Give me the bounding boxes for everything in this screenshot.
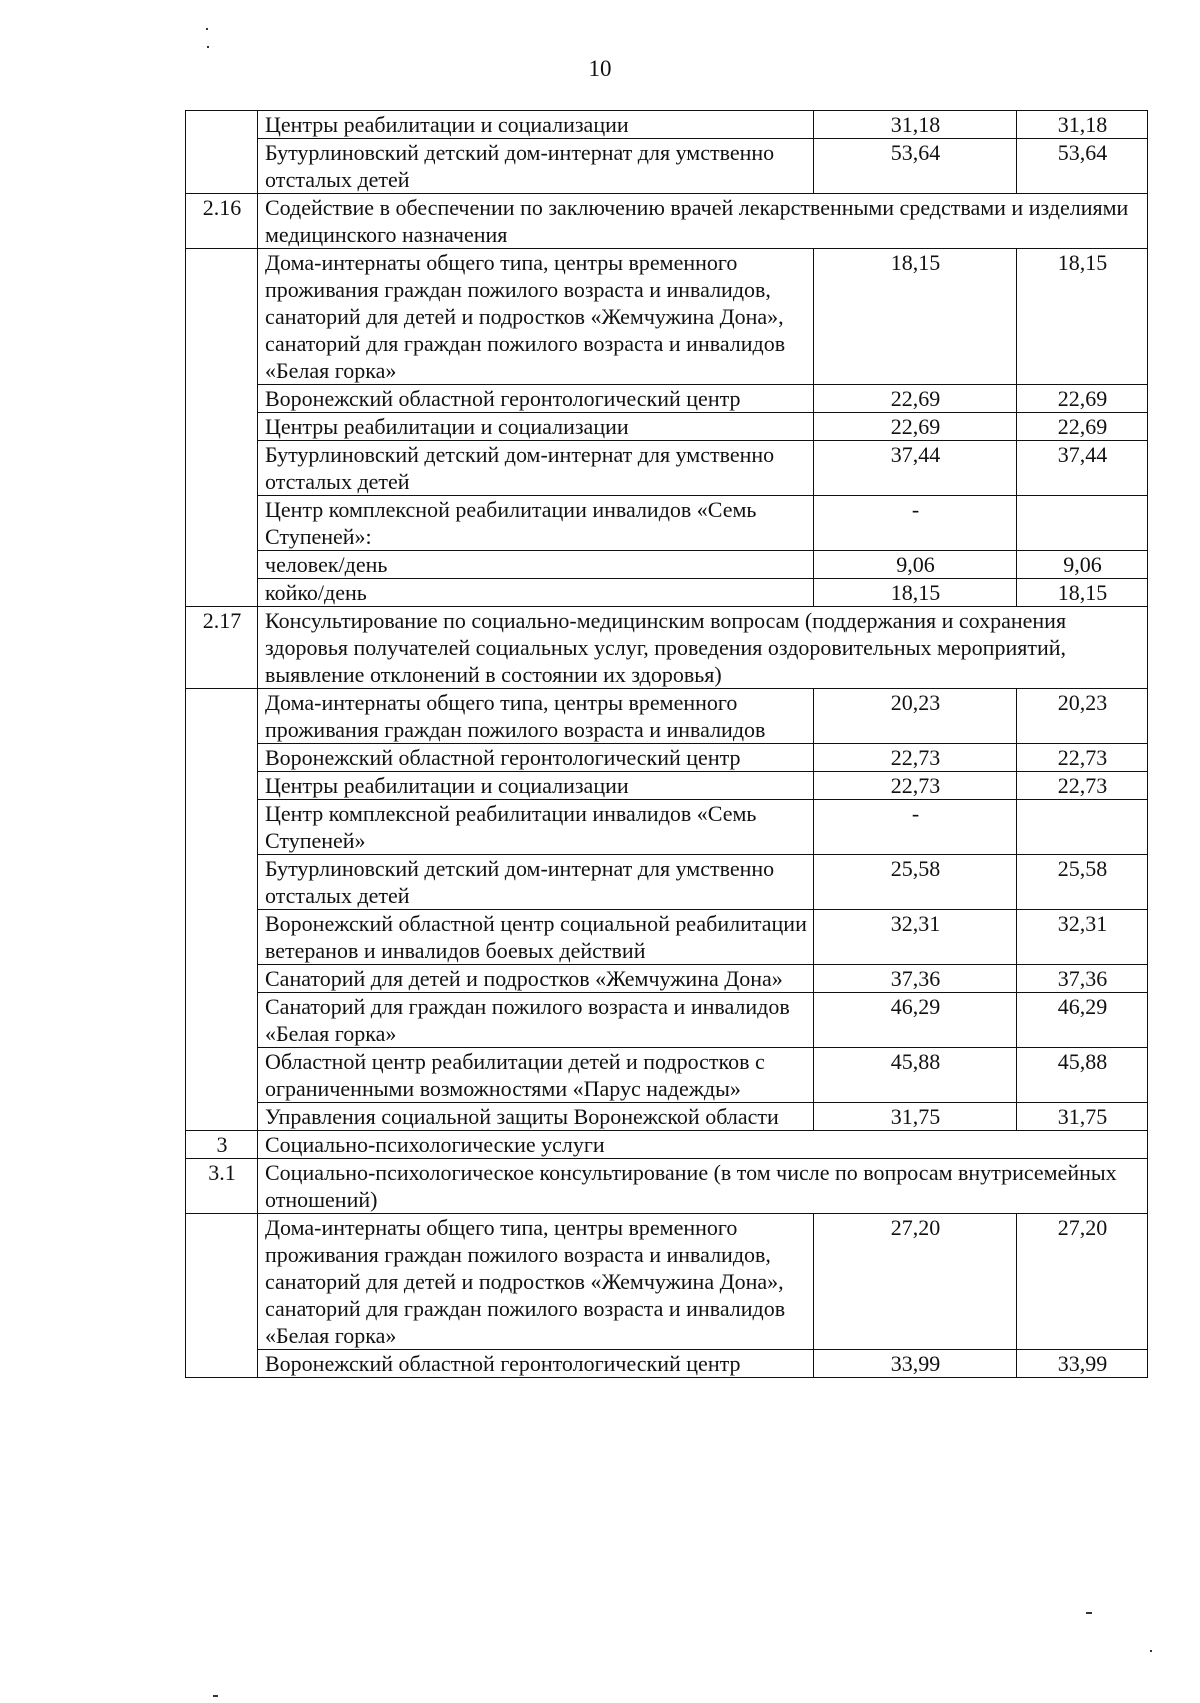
section-title: Социально-психологическое консультирование (в том числе по вопросам внутрисемейных отношений) bbox=[258, 1159, 1148, 1214]
section-title: Социально-психологические услуги bbox=[258, 1131, 1148, 1159]
value-cell-2: 22,73 bbox=[1017, 772, 1148, 800]
value-cell-2: 18,15 bbox=[1017, 579, 1148, 607]
value-cell-2: 22,73 bbox=[1017, 744, 1148, 772]
value-cell-1: 22,73 bbox=[814, 744, 1017, 772]
value-cell-2: 45,88 bbox=[1017, 1048, 1148, 1103]
table-row bbox=[186, 800, 1148, 855]
value-cell-2: 9,06 bbox=[1017, 551, 1148, 579]
table-row bbox=[186, 496, 1148, 551]
provider-name: койко/день bbox=[258, 579, 814, 607]
section-number: 2.16 bbox=[186, 194, 258, 249]
table-row bbox=[186, 385, 1148, 413]
provider-name: Воронежский областной геронтологический центр bbox=[258, 744, 814, 772]
table-row bbox=[186, 441, 1148, 496]
value-cell-2: 25,58 bbox=[1017, 855, 1148, 910]
row-number-cell bbox=[186, 249, 258, 607]
value-cell-1: - bbox=[814, 800, 1017, 855]
table-row bbox=[186, 139, 1148, 194]
value-cell-1: 31,75 bbox=[814, 1103, 1017, 1131]
row-number-cell bbox=[186, 111, 258, 194]
value-cell-2: 22,69 bbox=[1017, 385, 1148, 413]
section-title: Содействие в обеспечении по заключению врачей лекарственными средствами и изделиями медицинского назначения bbox=[258, 194, 1148, 249]
scan-speck bbox=[213, 1695, 218, 1697]
provider-name: человек/день bbox=[258, 551, 814, 579]
value-cell-1: 27,20 bbox=[814, 1214, 1017, 1350]
value-cell-1: 32,31 bbox=[814, 910, 1017, 965]
provider-name: Дома-интернаты общего типа, центры временного проживания граждан пожилого возраста и инвалидов, санаторий для детей и подростков «Жемчужина Дона», санаторий для граждан пожилого возраста и инвалидов «Белая горка» bbox=[258, 1214, 814, 1350]
value-cell-2: 33,99 bbox=[1017, 1350, 1148, 1378]
provider-name: Воронежский областной геронтологический центр bbox=[258, 1350, 814, 1378]
provider-name: Воронежский областной геронтологический центр bbox=[258, 385, 814, 413]
value-cell-1: 18,15 bbox=[814, 579, 1017, 607]
value-cell-1: 46,29 bbox=[814, 993, 1017, 1048]
page-number: 10 bbox=[588, 56, 612, 81]
value-cell-2: 27,20 bbox=[1017, 1214, 1148, 1350]
value-cell-2 bbox=[1017, 496, 1148, 551]
value-cell-1: 53,64 bbox=[814, 139, 1017, 194]
value-cell-1: 37,36 bbox=[814, 965, 1017, 993]
value-cell-1: 18,15 bbox=[814, 249, 1017, 385]
value-cell-2: 46,29 bbox=[1017, 993, 1148, 1048]
provider-name: Дома-интернаты общего типа, центры временного проживания граждан пожилого возраста и инвалидов, санаторий для детей и подростков «Жемчужина Дона», санаторий для граждан пожилого возраста и инвалидов «Белая горка» bbox=[258, 249, 814, 385]
value-cell-1: 20,23 bbox=[814, 689, 1017, 744]
value-cell-1: 22,69 bbox=[814, 385, 1017, 413]
provider-name: Санаторий для детей и подростков «Жемчужина Дона» bbox=[258, 965, 814, 993]
value-cell-1: - bbox=[814, 496, 1017, 551]
provider-name: Центры реабилитации и социализации bbox=[258, 111, 814, 139]
provider-name: Бутурлиновский детский дом-интернат для умственно отсталых детей bbox=[258, 855, 814, 910]
table-row bbox=[186, 910, 1148, 965]
table-row bbox=[186, 413, 1148, 441]
section-number: 3.1 bbox=[186, 1159, 258, 1214]
table-row bbox=[186, 855, 1148, 910]
row-number-cell bbox=[186, 1214, 258, 1378]
provider-name: Центр комплексной реабилитации инвалидов «Семь Ступеней» bbox=[258, 800, 814, 855]
row-number-cell bbox=[186, 689, 258, 1131]
scan-speck bbox=[206, 28, 208, 30]
section-number: 2.17 bbox=[186, 607, 258, 689]
provider-name: Дома-интернаты общего типа, центры временного проживания граждан пожилого возраста и инвалидов bbox=[258, 689, 814, 744]
table-row bbox=[186, 993, 1148, 1048]
value-cell-1: 9,06 bbox=[814, 551, 1017, 579]
table-row bbox=[186, 111, 1148, 139]
provider-name: Бутурлиновский детский дом-интернат для умственно отсталых детей bbox=[258, 441, 814, 496]
value-cell-1: 22,73 bbox=[814, 772, 1017, 800]
section-row bbox=[186, 607, 1148, 689]
table-row bbox=[186, 965, 1148, 993]
value-cell-1: 31,18 bbox=[814, 111, 1017, 139]
table-row bbox=[186, 772, 1148, 800]
provider-name: Управления социальной защиты Воронежской области bbox=[258, 1103, 814, 1131]
scan-speck bbox=[207, 46, 209, 48]
value-cell-2 bbox=[1017, 800, 1148, 855]
scan-speck bbox=[1150, 1650, 1152, 1652]
table-row bbox=[186, 1103, 1148, 1131]
section-row bbox=[186, 1131, 1148, 1159]
section-number: 3 bbox=[186, 1131, 258, 1159]
value-cell-1: 33,99 bbox=[814, 1350, 1017, 1378]
table-row bbox=[186, 1350, 1148, 1378]
table-row bbox=[186, 551, 1148, 579]
provider-name: Областной центр реабилитации детей и подростков с ограниченными возможностями «Парус надежды» bbox=[258, 1048, 814, 1103]
value-cell-1: 22,69 bbox=[814, 413, 1017, 441]
value-cell-2: 53,64 bbox=[1017, 139, 1148, 194]
value-cell-1: 25,58 bbox=[814, 855, 1017, 910]
section-row bbox=[186, 1159, 1148, 1214]
value-cell-1: 37,44 bbox=[814, 441, 1017, 496]
tariff-table bbox=[185, 110, 1148, 1378]
value-cell-2: 22,69 bbox=[1017, 413, 1148, 441]
value-cell-2: 37,36 bbox=[1017, 965, 1148, 993]
provider-name: Воронежский областной центр социальной реабилитации ветеранов и инвалидов боевых действий bbox=[258, 910, 814, 965]
value-cell-2: 31,18 bbox=[1017, 111, 1148, 139]
provider-name: Центры реабилитации и социализации bbox=[258, 772, 814, 800]
value-cell-2: 32,31 bbox=[1017, 910, 1148, 965]
table-row bbox=[186, 744, 1148, 772]
section-title: Консультирование по социально-медицинским вопросам (поддержания и сохранения здоровья получателей социальных услуг, проведения оздоровительных мероприятий, выявление отклонений в состоянии их здоровья) bbox=[258, 607, 1148, 689]
value-cell-2: 31,75 bbox=[1017, 1103, 1148, 1131]
provider-name: Санаторий для граждан пожилого возраста и инвалидов «Белая горка» bbox=[258, 993, 814, 1048]
section-row bbox=[186, 194, 1148, 249]
provider-name: Бутурлиновский детский дом-интернат для умственно отсталых детей bbox=[258, 139, 814, 194]
scan-speck bbox=[1086, 1612, 1092, 1614]
value-cell-2: 18,15 bbox=[1017, 249, 1148, 385]
table-row bbox=[186, 1048, 1148, 1103]
provider-name: Центры реабилитации и социализации bbox=[258, 413, 814, 441]
table-row bbox=[186, 579, 1148, 607]
table-row bbox=[186, 1214, 1148, 1350]
table-row bbox=[186, 689, 1148, 744]
provider-name: Центр комплексной реабилитации инвалидов «Семь Ступеней»: bbox=[258, 496, 814, 551]
value-cell-2: 37,44 bbox=[1017, 441, 1148, 496]
value-cell-2: 20,23 bbox=[1017, 689, 1148, 744]
table-row bbox=[186, 249, 1148, 385]
value-cell-1: 45,88 bbox=[814, 1048, 1017, 1103]
